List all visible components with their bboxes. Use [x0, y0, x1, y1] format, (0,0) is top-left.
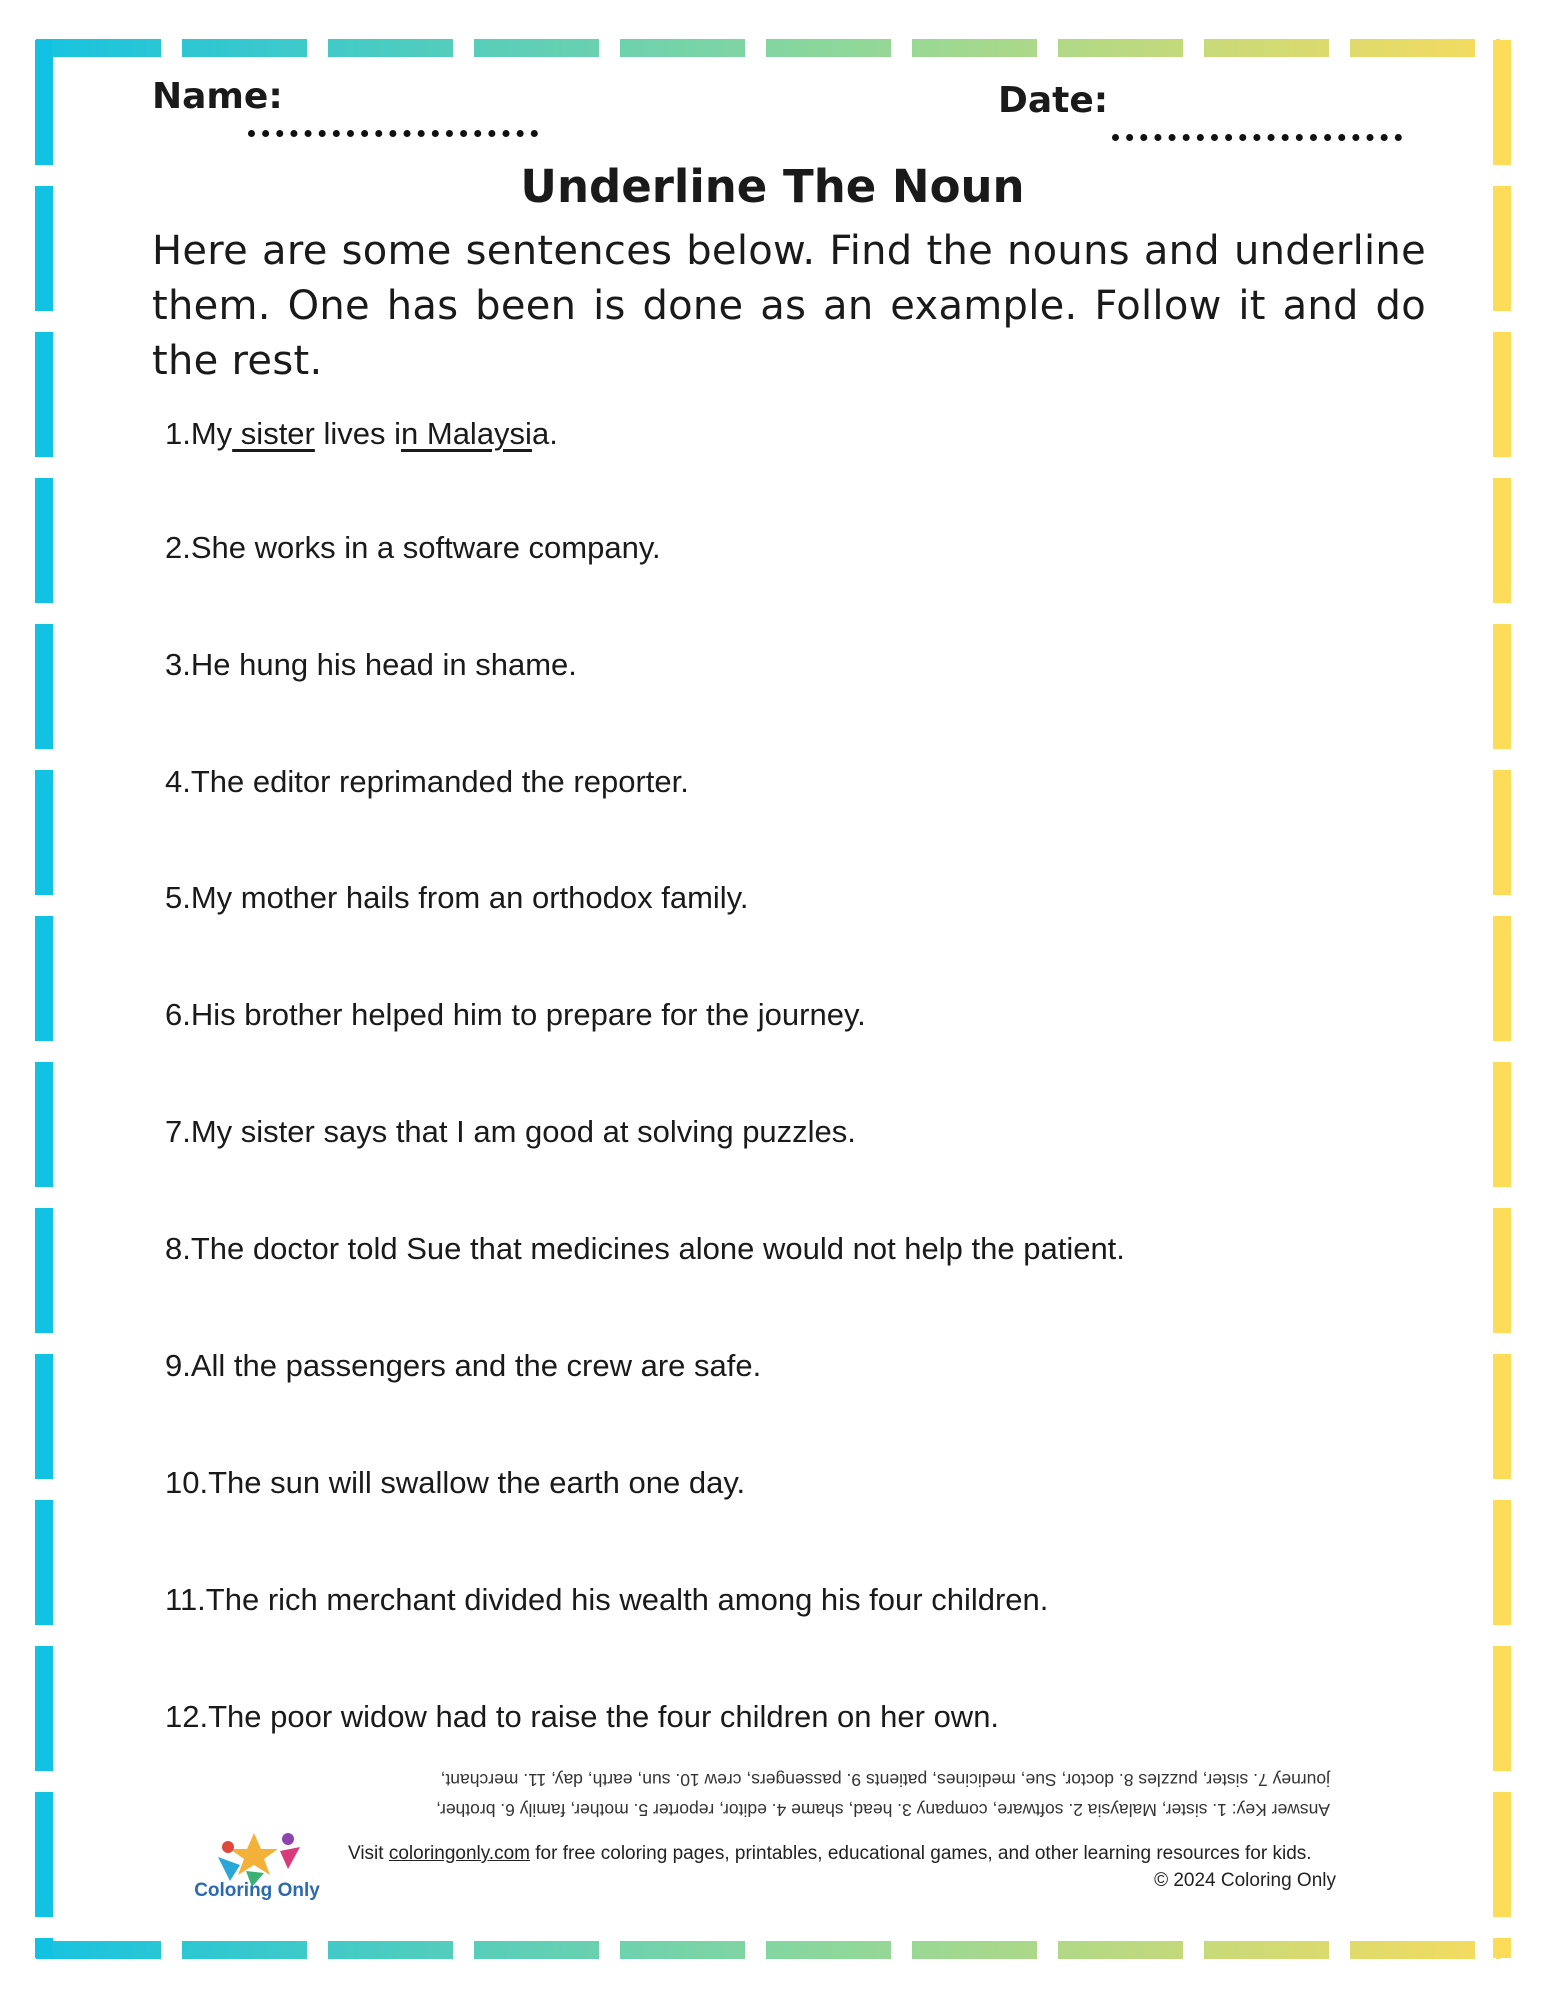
answer-key-line-1: Answer Key: 1. sister, Malaysia 2. software, company 3. head, shame 4. editor, reporter 5. mother, family 6. brother, — [436, 1800, 1330, 1820]
example-underlined-noun-2: n Malaysi — [401, 416, 532, 451]
name-blank-line[interactable] — [248, 130, 538, 137]
example-sentence — [165, 416, 558, 452]
sentence-10: 10.The sun will swallow the earth one day. — [165, 1465, 746, 1500]
copyright-text: © 2024 Coloring Only — [1154, 1870, 1336, 1891]
sentence-3: 3.He hung his head in shame. — [165, 647, 577, 682]
example-underlined-noun-1: sister — [232, 416, 315, 451]
footer — [348, 1840, 1336, 1894]
example-part-1: 1.My — [165, 416, 233, 451]
sentence-2: 2.She works in a software company. — [165, 530, 661, 565]
sentence-7: 7.My sister says that I am good at solving puzzles. — [165, 1114, 856, 1149]
sentence-4: 4.The editor reprimanded the reporter. — [165, 764, 689, 799]
sentence-12: 12.The poor widow had to raise the four children on her own. — [165, 1699, 1000, 1734]
date-blank-line[interactable] — [1112, 134, 1402, 141]
name-label: Name: — [152, 76, 283, 117]
example-part-2: lives i — [314, 416, 402, 451]
example-part-3: a. — [531, 416, 558, 451]
answer-key-upside-down — [310, 1765, 1330, 1825]
instructions-text: Here are some sentences below. Find the nouns and underline them. One has been is done as an example. Follow it and do the rest. — [152, 228, 1426, 384]
date-label: Date: — [998, 80, 1109, 121]
sentence-11: 11.The rich merchant divided his wealth among his four children. — [165, 1582, 1049, 1617]
coloringonly-link[interactable]: coloringonly.com — [388, 1843, 530, 1864]
sentence-8: 8.The doctor told Sue that medicines alone would not help the patient. — [165, 1231, 1125, 1266]
footer-description: for free coloring pages, printables, educational games, and other learning resources for kids. — [530, 1843, 1312, 1864]
logo-text: Coloring Only — [194, 1880, 320, 1901]
worksheet-title: Underline The Noun — [520, 160, 1025, 213]
sentence-5: 5.My mother hails from an orthodox family. — [165, 880, 749, 915]
footer-visit-text: Visit — [348, 1843, 389, 1864]
sentence-6: 6.His brother helped him to prepare for the journey. — [165, 997, 866, 1032]
answer-key-line-2: journey 7. sister, puzzles 8. doctor, Sue, medicines, patients 9. passengers, crew 10. sun, earth, day, 11. merchant, — [440, 1770, 1330, 1790]
sentence-9: 9.All the passengers and the crew are safe. — [165, 1348, 762, 1383]
